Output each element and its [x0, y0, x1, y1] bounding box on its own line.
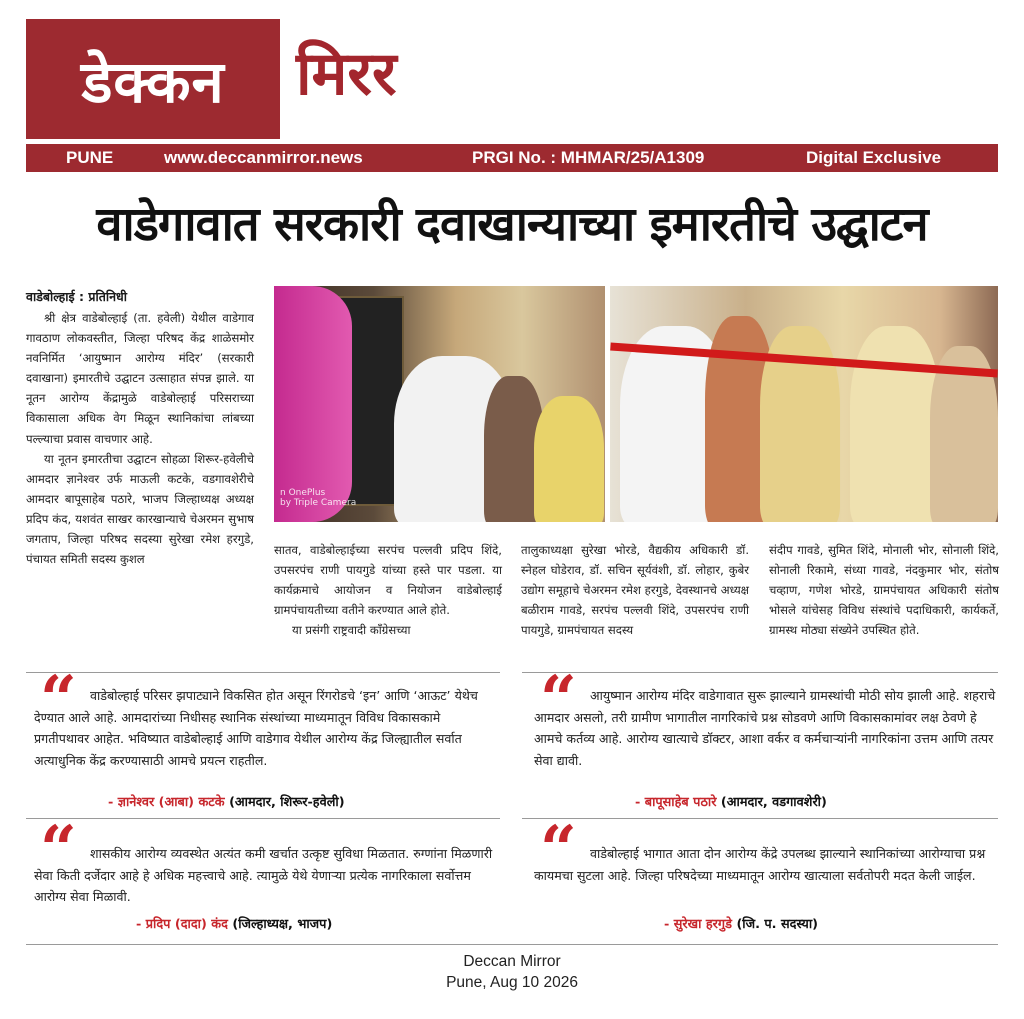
- city-label: PUNE: [66, 148, 114, 167]
- quote-text: शासकीय आरोग्य व्यवस्थेत अत्यंत कमी खर्चात उत्कृष्ट सुविधा मिळतात. रुग्णांना मिळणारी सेवा किती दर्जेदार आहे हे अधिक महत्त्वाचे आहे. त्यामुळे येथे येणाऱ्या प्रत्येक नागरिकाला सर्वोत्तम आरोग्य सेवा मिळावी.: [34, 846, 493, 904]
- quote-mark-icon: “: [540, 662, 577, 737]
- article-column-2: [274, 540, 502, 640]
- masthead-left-word: डेक्कन: [81, 47, 225, 116]
- divider: [26, 818, 500, 819]
- quote-attribution: [664, 914, 818, 932]
- quote-author-role: (आमदार, वडगावशेरी): [720, 795, 827, 810]
- article-paragraph: सातव, वाडेबोल्हाईच्या सरपंच पल्लवी प्रदिप शिंदे, उपसरपंच राणी पायगुडे यांच्या हस्ते पार पडला. या कार्यक्रमाचे आयोजन व नियोजन वाडेबोल्हाई ग्रामपंचायतीच्या वतीने करण्यात आले होते.: [274, 543, 502, 618]
- quote-author: - ज्ञानेश्वर (आबा) कटके: [108, 795, 225, 810]
- quote-author-role: (आमदार, शिरूर-हवेली): [229, 795, 345, 810]
- photo-ribbon-cutting: [610, 286, 998, 522]
- article-paragraph: या नूतन इमारतीचा उद्घाटन सोहळा शिरूर-हवेलीचे आमदार ज्ञानेश्वर उर्फ माऊली कटके, वडगावशेरीचे आमदार बापूसाहेब पठारे, भाजप जिल्हाध्यक्ष अध्यक्ष प्रदिप कंद, यशवंत साखर कारखान्याचे चेअरमन सुभाष जगताप, जिल्हा परिषद सदस्या सुरेखा रमेश हरगुडे, पंचायत समिती सदस्य कुशल: [26, 451, 254, 567]
- quote-mark-icon: “: [40, 812, 77, 887]
- quote-text: वाडेबोल्हाई भागात आता दोन आरोग्य केंद्रे उपलब्ध झाल्याने स्थानिकांच्या आरोग्याचा प्रश्न कायमचा सुटला आहे. जिल्हा परिषदेच्या माध्यमातून आरोग्य खात्याला सर्वतोपरी मदत केली जाईल.: [534, 846, 986, 883]
- quote-mark-icon: “: [40, 662, 77, 737]
- masthead-right-word: मिरर: [296, 39, 397, 109]
- divider: [522, 818, 998, 819]
- quote-author: - बापूसाहेब पठारे: [635, 795, 717, 810]
- prgi-number: PRGI No. : MHMAR/25/A1309: [472, 148, 705, 167]
- article-paragraph: तालुकाध्यक्षा सुरेखा भोरडे, वैद्यकीय अधिकारी डॉ. स्नेहल घोडेराव, डॉ. सचिन सूर्यवंशी, डॉ. लोहार, कुबेर उद्योग समूहाचे चेअरमन रमेश हरगुडे, देवस्थानचे अध्यक्ष बळीराम गावडे, सरपंच पल्लवी शिंदे, उपसरपंच राणी पायगुडे, ग्रामपंचायत सदस्य: [521, 543, 749, 638]
- edition-label: Digital Exclusive: [806, 148, 942, 167]
- article-paragraph: संदीप गावडे, सुमित शिंदे, मोनाली भोर, सोनाली शिंदे, सोनाली रिकामे, संध्या गावडे, नंदकुमार भोर, संतोष चव्हाण, गणेश भोरडे, ग्रामपंचायत अधिकारी संतोष भोसले यांचेसह विविध संस्थांचे पदाधिकारी, कार्यकर्ते, ग्रामस्थ मोठ्या संख्येने उपस्थित होते.: [769, 543, 999, 638]
- article-paragraph: श्री क्षेत्र वाडेबोल्हाई (ता. हवेली) येथील वाडेगाव गावठाण लोकवस्तीत, जिल्हा परिषद केंद्र शाळेसमोर नवनिर्मित ‘आयुष्मान आरोग्य मंदिर’ (सरकारी दवाखाना) इमारतीचे उद्घाटन उत्साहात संपन्न झाले. या नूतन आरोग्य केंद्रामुळे वाडेबोल्हाई परिसराच्या विकासाला अधिक वेग मिळून स्थानिकांचा लांबच्या पल्ल्याचा प्रवास वाचणार आहे.: [26, 311, 254, 446]
- quote-text: वाडेबोल्हाई परिसर झपाट्याने विकसित होत असून रिंगरोडचे ‘इन’ आणि ‘आऊट’ येथेच देण्यात आले आहे. आमदारांच्या निधीसह स्थानिक संस्थांच्या माध्यमातून विविध विकासकामे प्रगतीपथावर आहेत. भविष्यात वाडेबोल्हाई आणि वाडेगाव येथील आरोग्य केंद्र जिल्ह्यातील सर्वात अत्याधुनिक केंद्र करण्यासाठी आमचे प्रयत्न राहतील.: [34, 688, 478, 768]
- footer-dateline: Pune, Aug 10 2026: [446, 974, 578, 991]
- info-bar: [26, 144, 998, 172]
- person-shape: [534, 396, 604, 522]
- quote-author-role: (जि. प. सदस्या): [736, 917, 819, 932]
- quote-author-role: (जिल्हाध्यक्ष, भाजप): [232, 917, 333, 932]
- website-link[interactable]: www.deccanmirror.news: [164, 148, 363, 167]
- photo-watermark: n OnePlus by Triple Camera: [280, 488, 357, 508]
- quote-author: - सुरेखा हरगुडे: [664, 917, 732, 932]
- quote-author: - प्रदिप (दादा) कंद: [136, 917, 228, 932]
- photo-plaque-unveiling: [274, 286, 605, 522]
- footer-publication: Deccan Mirror: [463, 953, 561, 970]
- headline: वाडेगावात सरकारी दवाखान्याच्या इमारतीचे उद्घाटन: [96, 197, 928, 252]
- divider: [522, 672, 998, 673]
- article-column-4: [769, 540, 999, 640]
- quote-text: आयुष्मान आरोग्य मंदिर वाडेगावात सुरू झाल्याने ग्रामस्थांची मोठी सोय झाली आहे. शहराचे आमदार असलो, तरी ग्रामीण भागातील नागरिकांचे प्रश्न सोडवणे आणि विकासकामांवर लक्ष ठेवणे हे आमचे कर्तव्य आहे. आरोग्य खात्याचे डॉक्टर, आशा वर्कर व कर्मचाऱ्यांनी नागरिकांना उत्तम आणि तत्पर सेवा द्यावी.: [534, 688, 996, 768]
- quote-mark-icon: “: [540, 812, 577, 887]
- person-shape: [850, 326, 940, 522]
- quote-attribution: [136, 914, 332, 932]
- divider: [26, 672, 500, 673]
- masthead-logo-box: [26, 19, 280, 139]
- article-column-1: [26, 308, 254, 569]
- quote-attribution: [108, 792, 345, 810]
- article-paragraph: या प्रसंगी राष्ट्रवादी काँग्रेसच्या: [292, 623, 411, 638]
- curtain-shape: [274, 286, 352, 522]
- article-column-3: [521, 540, 749, 640]
- divider: [26, 944, 998, 945]
- quote-attribution: [635, 792, 827, 810]
- byline: वाडेबोल्हाई : प्रतिनिधी: [26, 289, 127, 304]
